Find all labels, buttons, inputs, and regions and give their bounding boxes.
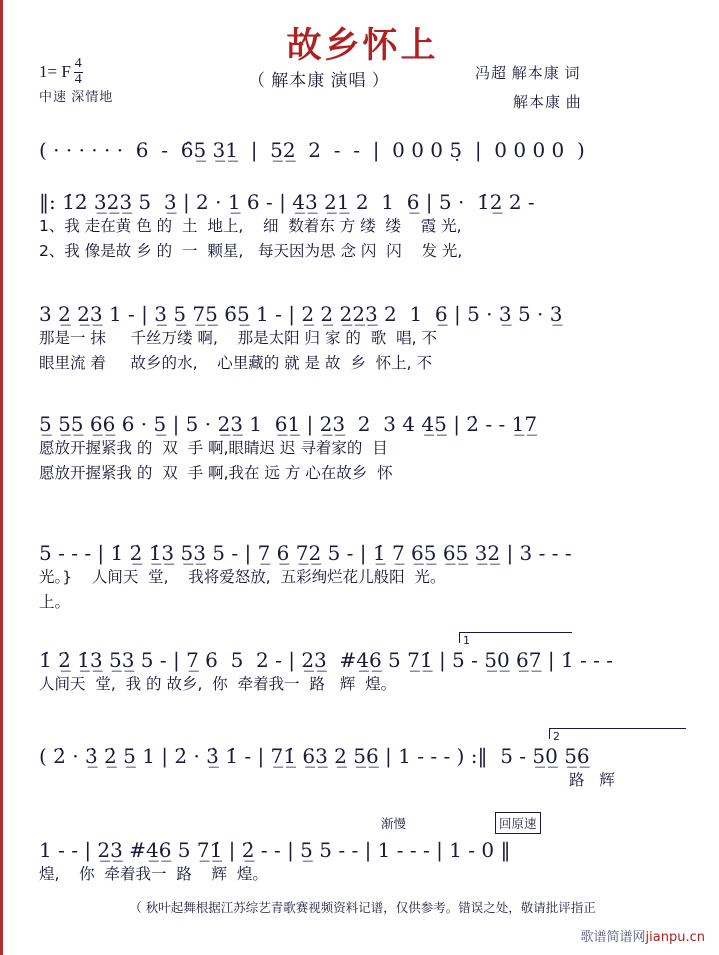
score-line-6 (39, 744, 691, 792)
time-signature (74, 57, 83, 87)
lyrics-line-6: 路 辉 (569, 771, 615, 789)
page-title: 故乡怀上 (286, 25, 439, 66)
notation-line-5: 1̇ 2̲̇ 1̲̇3̲ 5̲3̲ 5 - | 7̲ 6 5 2 - | 2̲3̲ #4̲6̲ 5 7̲1̲̇ | 5 - 5̲0̲ 6̲7̲ | 1̇ - - - (39, 648, 614, 672)
performer-credit: （ 解本康 演唱 ） (248, 71, 390, 90)
notation-line-1: ‖: 1̇2̇ 3̲2̲3̲ 5 3̲ | 2 · 1̲ 6 - | 4̲3̲ 2̲1̲ 2 1 6̲ | 5 · 1̇2̲ 2 - (39, 190, 535, 214)
lyrics-line-7: 煌, 你 牵着我一 路 辉 煌。 (39, 865, 268, 883)
notation-line-7: 1 - - | 2̲3̲ #4̲6̲ 5 7̲1̲̇ | 2̲̇ - - | 5̲ 5 - - | 1 - - - | 1 - 0 ‖ (39, 838, 511, 862)
watermark (581, 926, 705, 945)
watermark-text: 歌谱简谱网 (580, 930, 646, 945)
tempo-marking: 中速 深情地 (39, 89, 114, 104)
first-ending-label: 1 (463, 634, 470, 647)
lyrics-line-4-verse-2: 上。 (39, 593, 71, 612)
notation-line-6: ( 2̇ · 3̲̇ 2̲̇ 5̲ 1 | 2̇ · 3̲̇ 1̇ - | 7̲1̲̇ 6̲3̲ 2̲ 5̲6̲ | 1 - - - ) :‖ 5 - 5̲0̲ 5̲6̲ (39, 744, 590, 768)
lyrics-line-1-verse-2: 2、我 像是故 乡 的 一 颗星, 每天因为思 念 闪 闪 发 光, (39, 242, 463, 261)
lyrics-line-3-verse-2: 愿放开握紧我 的 双 手 啊,我在 远 方 心在故乡 怀 (39, 464, 393, 483)
second-ending-label: 2 (553, 730, 560, 743)
rit-marking: 渐慢 (381, 816, 407, 831)
score-line-4 (39, 541, 691, 615)
score-line-2 (39, 302, 691, 376)
footnote: （ 秋叶起舞根据江苏综艺青歌赛视频资料记谱，仅供参考。错误之处，敬请批评指正 (129, 900, 596, 915)
a-tempo-marking: 回原速 (495, 812, 541, 834)
score-line-1 (39, 190, 691, 264)
score-line-3 (39, 412, 691, 486)
lyrics-line-2-verse-1: 那是一 抹 千丝万缕 啊, 那是太阳 归 家 的 歌 唱, 不 (39, 329, 437, 347)
score-line-intro (39, 138, 691, 163)
lyrics-line-3-verse-1: 愿放开握紧我 的 双 手 啊,眼睛迟 迟 寻着家的 目 (39, 439, 388, 457)
second-ending-bracket (549, 728, 686, 739)
first-ending-bracket (459, 632, 572, 643)
composer-credit: 解本康 曲 (513, 94, 582, 111)
credits-block (475, 60, 695, 117)
lyrics-line-2-verse-2: 眼里流 着 故乡的水, 心里藏的 就 是 故 乡 怀上, 不 (39, 354, 433, 373)
notation-line-3: 5̲ 5̲5̲ 6̲6̲ 6 · 5̲ | 5 · 2̲3̲ 1 6̲1̲ | 2̲3̲ 2 3 4 4̲5̲ | 2̇ - - 1̲7̲ (39, 412, 538, 436)
time-signature-denominator: 4 (74, 71, 82, 87)
watermark-site: jianpu.cn (645, 930, 705, 945)
lyrics-line-4-verse-1: 光。} 人间天 堂, 我将爱怒放, 五彩绚烂花儿般阳 光。 (39, 568, 446, 586)
lyrics-line-5: 人间天 堂, 我 的 故乡, 你 牵着我一 路 辉 煌。 (39, 675, 397, 693)
key-signature (39, 58, 83, 88)
score-line-7 (39, 838, 691, 886)
score-line-5 (39, 648, 691, 696)
notation-line-2: 3 2̲ 2̲3̲ 1 - | 3̲ 5̲ 7̲5̲ 6̇5̲ 1 - | 2̲ 2̲ 2̲2̲3̲ 2 1 6̲ | 5 · 3̲ 5 · 3̲ (39, 302, 563, 326)
lyrics-line-1-verse-1: 1、我 走在黄 色 的 土 地上, 细 数着东 方 缕 缕 霞 光, (39, 217, 462, 235)
notation-intro: ( · · · · · · 6 - 6̂5̲ 3̲1̲ | 5̲2̲ 2 - - | 0 0 0 5̣ | 0 0 0 0 ) (39, 138, 585, 162)
time-signature-numerator: 4 (74, 56, 82, 71)
key-signature-text: 1= F (39, 62, 71, 82)
notation-line-4: 5 - - - | 1̇ 2̲̇ 1̲̇3̲ 5̲3̲ 5 - | 7̲ 6̲ 7̲2̲ 5 - | 1̲̇ 7̲ 6̲5̲ 6̲5̲ 3̲2̲ | 3 - - - (39, 541, 572, 565)
lyricist-credit: 冯超 解本康 词 (475, 66, 581, 82)
